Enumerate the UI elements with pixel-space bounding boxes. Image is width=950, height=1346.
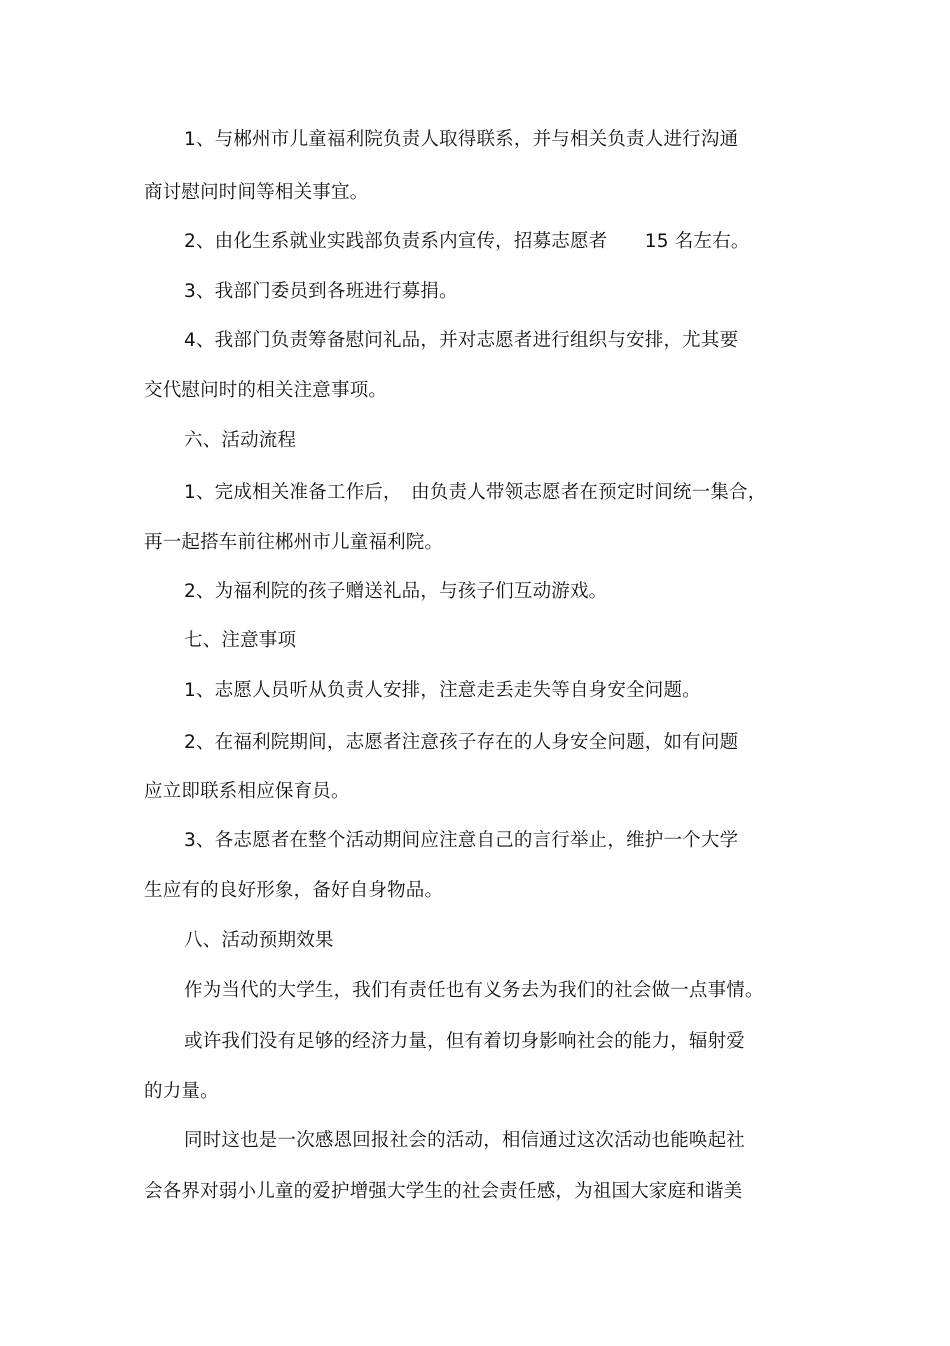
paragraph-line: 2、由化生系就业实践部负责系内宣传，招募志愿者 15 名左右。 xyxy=(184,231,750,252)
paragraph-line: 3、我部门委员到各班进行募捐。 xyxy=(184,281,458,302)
paragraph-line: 同时这也是一次感恩回报社会的活动，相信通过这次活动也能唤起社 xyxy=(184,1130,746,1151)
paragraph-line: 4、我部门负责筹备慰问礼品，并对志愿者进行组织与安排，尤其要 xyxy=(184,330,739,351)
paragraph-line: 或许我们没有足够的经济力量，但有着切身影响社会的能力，辐射爱 xyxy=(184,1031,746,1052)
paragraph-line: 1、与郴州市儿童福利院负责人取得联系，并与相关负责人进行沟通 xyxy=(184,129,739,150)
paragraph-line: 交代慰问时的相关注意事项。 xyxy=(144,380,388,401)
paragraph-line: 2、为福利院的孩子赠送礼品，与孩子们互动游戏。 xyxy=(184,581,608,602)
paragraph-line: 作为当代的大学生，我们有责任也有义务去为我们的社会做一点事情。 xyxy=(184,980,764,1001)
paragraph-line: 商讨慰问时间等相关事宜。 xyxy=(144,182,369,203)
paragraph-line: 会各界对弱小儿童的爱护增强大学生的社会责任感，为祖国大家庭和谐美 xyxy=(144,1181,743,1202)
paragraph-line: 生应有的良好形象，备好自身物品。 xyxy=(144,880,444,901)
paragraph-line: 1、志愿人员听从负责人安排，注意走丢走失等自身安全问题。 xyxy=(184,680,701,701)
paragraph-line: 3、各志愿者在整个活动期间应注意自己的言行举止，维护一个大学 xyxy=(184,830,739,851)
section-heading: 七、注意事项 xyxy=(184,630,297,651)
paragraph-line: 再一起搭车前往郴州市儿童福利院。 xyxy=(144,532,444,553)
paragraph-line: 2、在福利院期间，志愿者注意孩子存在的人身安全问题，如有问题 xyxy=(184,732,739,753)
section-heading: 六、活动流程 xyxy=(184,430,297,451)
paragraph-line: 应立即联系相应保育员。 xyxy=(144,781,350,802)
paragraph-line: 的力量。 xyxy=(144,1081,219,1102)
section-heading: 八、活动预期效果 xyxy=(184,930,334,951)
paragraph-line: 1、完成相关准备工作后， 由负责人带领志愿者在预定时间统一集合， xyxy=(184,482,767,503)
